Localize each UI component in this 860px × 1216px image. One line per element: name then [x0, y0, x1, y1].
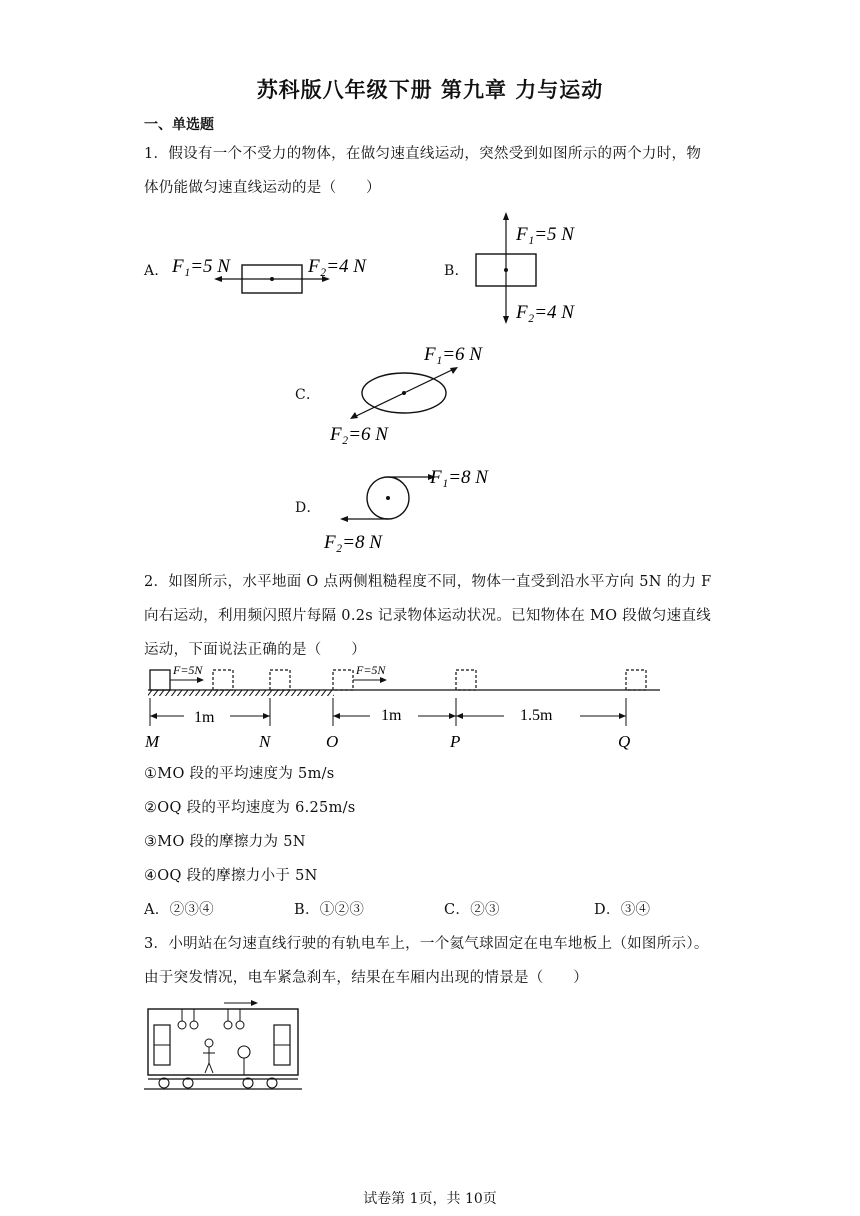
q2-choices — [144, 898, 744, 919]
q2-dim-pq: 1.5m — [520, 707, 553, 724]
q1-option-c-figure — [326, 340, 506, 446]
q1-a-f1-label: F₁=5 N — [172, 256, 230, 277]
q1-option-a-figure — [168, 246, 388, 296]
q1-d-f2-label: F₂=8 N — [324, 532, 382, 553]
q1-stem-line2: 体仍能做匀速直线运动的是（ ） — [144, 180, 381, 196]
page-footer: 试卷第 1页，共 10页 — [363, 1191, 497, 1207]
q2-statement-3: ③MO 段的摩擦力为 5N — [144, 834, 306, 850]
q1-stem-line1: 1．假设有一个不受力的物体，在做匀速直线运动，突然受到如图所示的两个力时，物 — [144, 146, 702, 162]
q2-stem-line2: 向右运动，利用频闪照片每隔 0.2s 记录物体运动状况。已知物体在 MO 段做匀速直线 — [144, 608, 712, 624]
q2-dim-mn: 1m — [194, 709, 215, 726]
q2-point-n: N — [259, 732, 271, 751]
q2-motion-figure — [140, 658, 670, 752]
q2-force-label-2: F=5N — [356, 663, 386, 677]
q2-point-q: Q — [618, 732, 631, 751]
q1-option-c-letter: C． — [295, 387, 321, 403]
q1-c-f2-label: F₂=6 N — [330, 424, 388, 445]
q2-choice-d: D．③④ — [594, 902, 651, 918]
q1-d-f1-label: F₁=8 N — [430, 467, 488, 488]
q1-option-b-letter: B． — [444, 263, 469, 279]
q2-point-p: P — [450, 732, 461, 751]
q3-tram-figure — [144, 995, 304, 1095]
q2-stem-line3: 运动，下面说法正确的是（ ） — [144, 642, 366, 658]
q1-option-d-letter: D． — [295, 500, 321, 516]
q2-point-o: O — [326, 732, 339, 751]
q2-choice-b: B．①②③ — [294, 902, 365, 918]
section-heading: 一、单选题 — [144, 117, 214, 133]
q1-option-b-figure — [470, 206, 600, 330]
q2-stem-line1: 2．如图所示，水平地面 O 点两侧粗糙程度不同，物体一直受到沿水平方向 5N 的力 F — [144, 574, 712, 590]
q3-stem-line1: 3．小明站在匀速直线行驶的有轨电车上，一个氦气球固定在电车地板上（如图所示）。 — [144, 936, 709, 952]
q3-stem-line2: 由于突发情况，电车紧急刹车，结果在车厢内出现的情景是（ ） — [144, 970, 588, 986]
q2-statement-4: ④OQ 段的摩擦力小于 5N — [144, 868, 318, 884]
q1-option-a-letter: A． — [144, 263, 169, 279]
q2-dim-op: 1m — [381, 707, 402, 724]
q1-option-d-figure — [322, 456, 512, 556]
q2-statement-1: ①MO 段的平均速度为 5m/s — [144, 766, 335, 782]
q2-choice-a: A．②③④ — [144, 902, 214, 918]
page-title: 苏科版八年级下册 第九章 力与运动 — [256, 78, 604, 102]
q2-choice-c: C．②③ — [444, 902, 500, 918]
q1-b-f2-label: F₂=4 N — [516, 302, 574, 323]
q1-c-f1-label: F₁=6 N — [424, 344, 482, 365]
q1-b-f1-label: F₁=5 N — [516, 224, 574, 245]
q2-force-label-1: F=5N — [173, 663, 203, 677]
q2-point-m: M — [145, 732, 160, 751]
q2-statement-2: ②OQ 段的平均速度为 6.25m/s — [144, 800, 356, 816]
q1-a-f2-label: F₂=4 N — [308, 256, 366, 277]
